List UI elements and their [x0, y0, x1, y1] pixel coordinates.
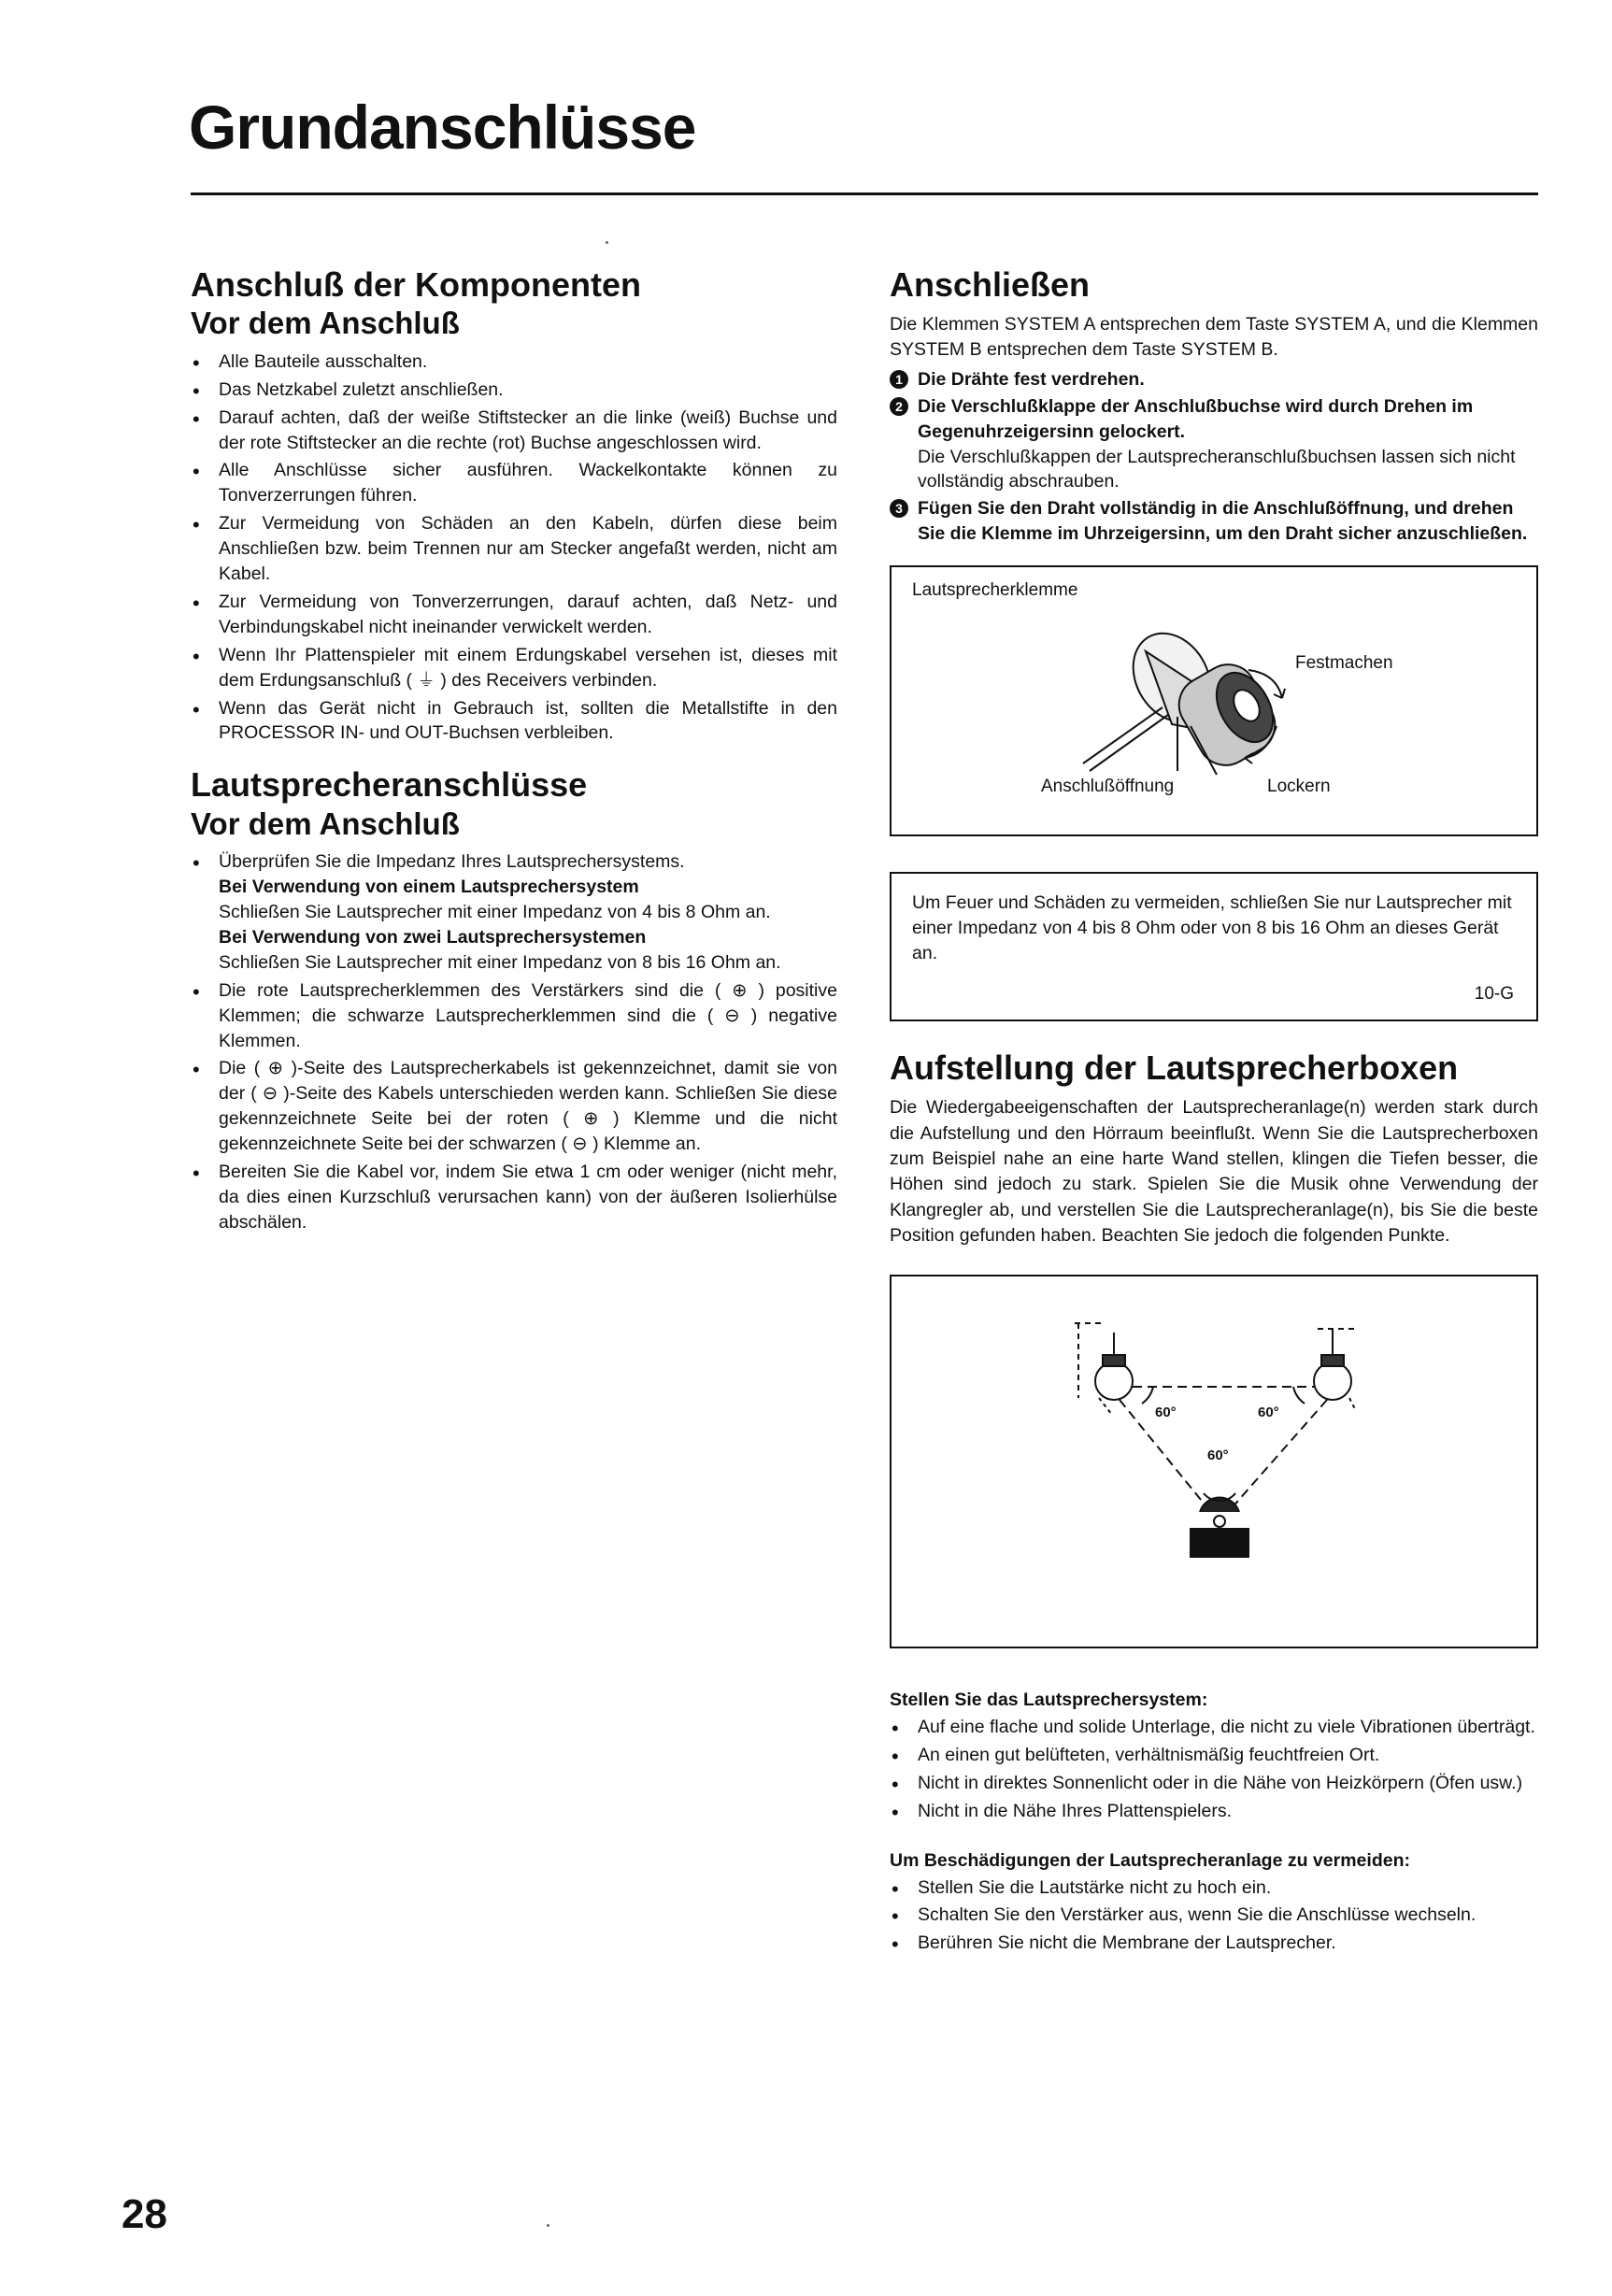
list-item: • Das Netzkabel zuletzt anschließen.: [191, 378, 837, 403]
list-item: [191, 849, 837, 976]
damage-list-title: Um Beschädigungen der Lautsprecheranlage zu vermeiden:: [890, 1849, 1410, 1871]
placement-list: [890, 1715, 1538, 1824]
angle-left-label: 60°: [1155, 1405, 1177, 1421]
list-item: • Alle Bauteile ausschalten.: [191, 349, 837, 375]
right-column: [890, 264, 1538, 1959]
step-number: 2: [890, 397, 908, 416]
list-item: • Stellen Sie die Lautstärke nicht zu hoch ein.: [890, 1875, 1538, 1901]
scan-speck: [547, 2224, 549, 2227]
subheading-before-connect: Vor dem Anschluß: [191, 306, 460, 341]
list-item: • Wenn das Gerät nicht in Gebrauch ist, sollten die Metallstifte in den PROCESSOR IN- und OUT-Buchsen verbleiben.: [191, 696, 837, 747]
speaker-terminal-figure: [890, 565, 1538, 836]
page-number: 28: [121, 2191, 167, 2237]
list-item: • Darauf achten, daß der weiße Stiftstecker an die linke (weiß) Buchse und der rote Stiftstecker an die rechte (rot) Buchse angeschlossen wird.: [191, 406, 837, 456]
scan-speck: [606, 241, 608, 244]
left-column: [191, 264, 837, 1238]
list-item: • Auf eine flache und solide Unterlage, die nicht zu viele Vibrationen überträgt.: [890, 1715, 1538, 1740]
step-item: [890, 496, 1538, 547]
impedance-check-text: • Überprüfen Sie die Impedanz Ihres Lautsprechersystems.: [219, 851, 685, 873]
section-heading-speaker-connections: Lautsprecheranschlüsse: [191, 765, 588, 805]
list-item: • Alle Anschlüsse sicher ausführen. Wackelkontakte können zu Tonverzerrungen führen.: [191, 458, 837, 508]
subheading-before-connect-speakers: Vor dem Anschluß: [191, 806, 460, 841]
page-title: Grundanschlüsse: [189, 93, 696, 162]
title-divider: [191, 193, 1538, 195]
two-systems-text: Schließen Sie Lautsprecher mit einer Impedanz von 8 bis 16 Ohm an.: [219, 951, 781, 973]
list-item: • Wenn Ihr Plattenspieler mit einem Erdungskabel versehen ist, dieses mit dem Erdungsanschluß ( ⏚ ) des Receivers verbinden.: [191, 643, 837, 693]
figure-caption: Lautsprecherklemme: [912, 580, 1078, 601]
warning-code: 10-G: [1474, 983, 1514, 1004]
section-heading-placement: Aufstellung der Lautsprecherboxen: [890, 1048, 1459, 1088]
two-systems-heading: Bei Verwendung von zwei Lautsprechersystemen: [219, 926, 647, 948]
damage-prevention-list: [890, 1875, 1538, 1957]
list-item: • Zur Vermeidung von Schäden an den Kabeln, dürfen diese beim Anschließen bzw. beim Trennen nur am Stecker angefaßt werden, nicht am Kabel.: [191, 511, 837, 587]
label-opening: Anschlußöffnung: [1041, 777, 1175, 797]
one-system-heading: Bei Verwendung von einem Lautsprechersystem: [219, 877, 639, 898]
list-item: • Zur Vermeidung von Tonverzerrungen, darauf achten, daß Netz- und Verbindungskabel nicht ineinander verwickelt werden.: [191, 590, 837, 640]
list-item: • Nicht in direktes Sonnenlicht oder in die Nähe von Heizkörpern (Öfen usw.): [890, 1771, 1538, 1796]
label-tighten: Festmachen: [1295, 653, 1393, 674]
step-item: [890, 394, 1538, 495]
step-item: [890, 367, 1538, 392]
angle-right-label: 60°: [1258, 1405, 1279, 1421]
step-text: Die Drähte fest verdrehen.: [918, 368, 1145, 390]
step-text: Die Verschlußklappe der Anschlußbuchse wird durch Drehen im Gegenuhrzeigersinn gelockert.: [918, 395, 1474, 442]
list-item: • Schalten Sie den Verstärker aus, wenn Sie die Anschlüsse wechseln.: [890, 1903, 1538, 1928]
list-item: • An einen gut belüfteten, verhältnismäßig feuchtfreien Ort.: [890, 1743, 1538, 1768]
connect-steps: [890, 367, 1538, 547]
placement-intro: Die Wiedergabeeigenschaften der Lautsprecheranlage(n) werden stark durch die Aufstellung und den Hörraum beeinflußt. Wenn Sie die Lautsprecherboxen zum Beispiel nahe an eine harte Wand stellen, klingen die Tiefen besser, die Höhen sind jedoch zu stark. Spielen Sie die Musik ohne Verwendung der Klangregler ab, und verstellen Sie die Lautsprecheranlage(n), bis Sie die beste Position gefunden haben. Beachten Sie jedoch die folgenden Punkte.: [890, 1097, 1538, 1246]
list-item: • Bereiten Sie die Kabel vor, indem Sie etwa 1 cm oder weniger (nicht mehr, da dies einen Kurzschluß verursachen kann) von der äußeren Isolierhülse abschälen.: [191, 1160, 837, 1235]
one-system-text: Schließen Sie Lautsprecher mit einer Impedanz von 4 bis 8 Ohm an.: [219, 901, 771, 922]
placement-illustration: [892, 1276, 1536, 1647]
connect-intro: Die Klemmen SYSTEM A entsprechen dem Taste SYSTEM A, und die Klemmen SYSTEM B entsprechen dem Taste SYSTEM B.: [890, 314, 1538, 361]
angle-bottom-label: 60°: [1207, 1447, 1229, 1464]
list-item: • Nicht in die Nähe Ihres Plattenspielers.: [890, 1799, 1538, 1824]
step-number: 1: [890, 370, 908, 389]
warning-text: Um Feuer und Schäden zu vermeiden, schließen Sie nur Lautsprecher mit einer Impedanz von 4 bis 8 Ohm oder von 8 bis 16 Ohm an dieses Gerät an.: [912, 892, 1512, 963]
step-text: Fügen Sie den Draht vollständig in die Anschlußöffnung, und drehen Sie die Klemme im Uhrzeigersinn, um den Draht sicher anzuschließen.: [918, 498, 1528, 545]
step-number: 3: [890, 499, 908, 518]
placement-list-title: Stellen Sie das Lautsprechersystem:: [890, 1690, 1208, 1711]
section-heading-components: Anschluß der Komponenten: [191, 265, 642, 304]
step-note: Die Verschlußkappen der Lautsprecheranschlußbuchsen lassen sich nicht vollständig abschrauben.: [918, 446, 1516, 492]
label-loosen: Lockern: [1267, 777, 1331, 797]
speaker-connect-list: [191, 849, 837, 1235]
speaker-placement-figure: [890, 1275, 1538, 1648]
warning-box: [890, 872, 1538, 1021]
before-connect-list: [191, 349, 837, 747]
list-item: • Berühren Sie nicht die Membrane der Lautsprecher.: [890, 1931, 1538, 1956]
terminal-illustration: [892, 567, 1536, 834]
section-heading-connect: Anschließen: [890, 265, 1091, 304]
list-item: • Die ( ⊕ )-Seite des Lautsprecherkabels ist gekennzeichnet, damit sie von der ( ⊖ )-Seite des Kabels unterschieden werden kann. Schließen Sie diese gekennzeichnete Seite bei der roten ( ⊕ ) Klemme und die nicht gekennzeichnete Seite bei der schwarzen ( ⊖ ) Klemme an.: [191, 1056, 837, 1157]
list-item: • Die rote Lautsprecherklemmen des Verstärkers sind die ( ⊕ ) positive Klemmen; die schwarze Lautsprecherklemmen sind die ( ⊖ ) negative Klemmen.: [191, 978, 837, 1054]
